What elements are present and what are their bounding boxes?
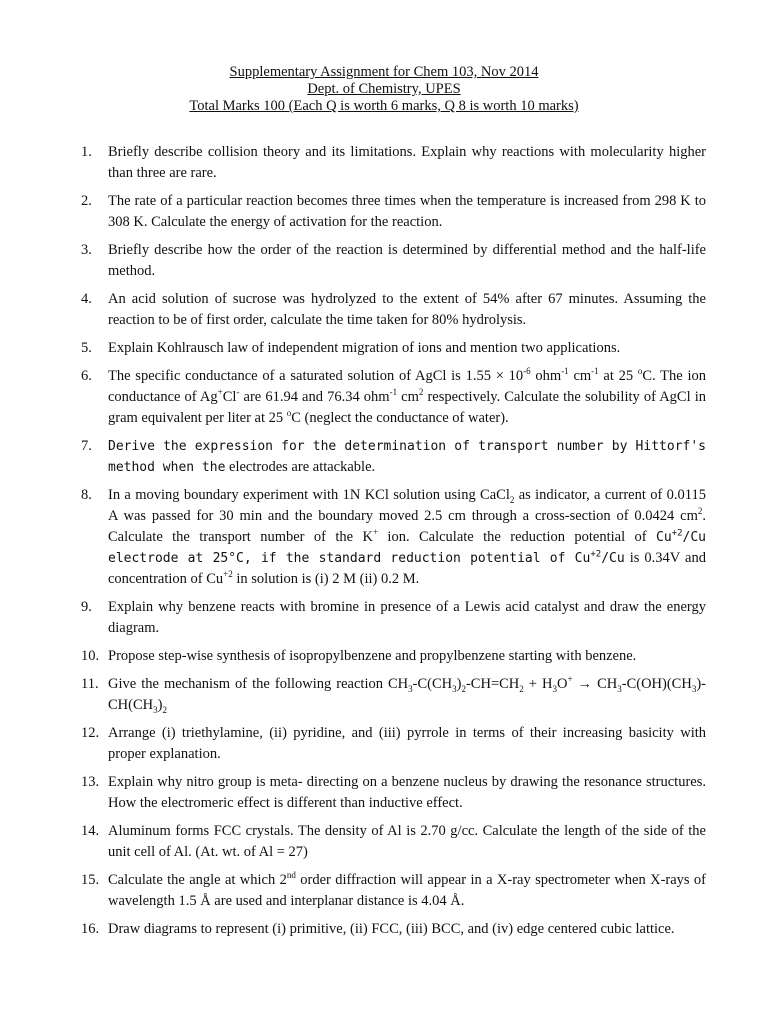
question-text: Give the mechanism of the following reaction $CH_3-C(CH_3)_2-CH=CH_2 + H_3O^+ \to CH_3-C(OH)(CH_3)-CH(CH_3)_2$ xyxy=(108,674,706,715)
marks-line: Total Marks 100 (Each Q is worth 6 marks, Q 8 is worth 10 marks) xyxy=(189,98,579,114)
question-text: Briefly describe collision theory and its limitations. Explain why reactions with molecularity higher than three are rare. xyxy=(108,144,706,181)
question-11 xyxy=(81,674,706,716)
document-header xyxy=(0,64,768,115)
question-text: Draw diagrams to represent (i) primitive, (ii) FCC, (iii) BCC, and (iv) edge centered cubic lattice. xyxy=(108,921,675,937)
question-text: Explain why benzene reacts with bromine in presence of a Lewis acid catalyst and draw the energy diagram. xyxy=(108,599,706,636)
question-text: Derive the expression for the determination of transport number by Hittorf's method when the electrodes are attackable. xyxy=(108,439,706,475)
question-number: 9. xyxy=(81,599,92,615)
question-14 xyxy=(81,821,706,863)
question-number: 10. xyxy=(81,648,100,664)
question-number: 12. xyxy=(81,725,100,741)
question-number: 7. xyxy=(81,438,92,454)
question-8 xyxy=(81,485,706,590)
question-10 xyxy=(81,646,706,667)
assignment-title: Supplementary Assignment for Chem 103, Nov 2014 xyxy=(229,64,539,80)
question-text: In a moving boundary experiment with 1N KCl solution using CaCl$_2$ as indicator, a current of 0.0115 A was passed for 30 min and the boundary moved 2.5 cm through a cross-section of 0.0424 $cm^2$. Calculate the transport number of the K+ ion. Calculate the reduction potential of $Cu^{+2}/Cu$ electrode at 25°C, if the standard reduction potential of $Cu^{+2}/Cu$ is 0.34V and concentration of $Cu^{+2}$ in solution is (i) 2 M (ii) 0.2 M. xyxy=(108,487,706,587)
question-number: 3. xyxy=(81,242,92,258)
department-line: Dept. of Chemistry, UPES xyxy=(307,81,461,97)
question-5 xyxy=(81,338,706,359)
question-16 xyxy=(81,919,706,940)
question-text: Calculate the angle at which 2nd order diffraction will appear in a X-ray spectrometer when X-rays of wavelength 1.5 Å are used and interplanar distance is 4.04 Å. xyxy=(108,870,707,909)
question-text: Briefly describe how the order of the reaction is determined by differential method and the half-life method. xyxy=(108,242,706,279)
question-7 xyxy=(81,436,706,478)
question-3 xyxy=(81,240,706,282)
question-15 xyxy=(81,870,706,912)
question-6 xyxy=(81,366,706,429)
question-text: The specific conductance of a saturated solution of AgCl is $1.55 \times 10^{-6}$ ohm$^{-1}$ $cm^{-1}$ at 25 $^o$C. The ion conductance of Ag+Cl- are 61.94 and 76.34 ohm$^{-1}$ $cm^2$ respectively. Calculate the solubility of AgCl in gram equivalent per liter at 25 $^o$C (neglect the conductance of water). xyxy=(108,366,707,426)
question-number: 8. xyxy=(81,487,92,503)
question-1 xyxy=(81,142,706,184)
question-text: Explain Kohlrausch law of independent migration of ions and mention two applications. xyxy=(108,340,621,356)
question-number: 15. xyxy=(81,872,100,888)
question-13 xyxy=(81,772,706,814)
question-number: 11. xyxy=(81,676,99,692)
question-text: The rate of a particular reaction becomes three times when the temperature is increased from 298 K to 308 K. Calculate the energy of activation for the reaction. xyxy=(108,193,706,230)
question-9 xyxy=(81,597,706,639)
question-4 xyxy=(81,289,706,331)
question-text: Explain why nitro group is meta- directing on a benzene nucleus by drawing the resonance structures. How the electromeric effect is different than inductive effect. xyxy=(108,774,706,811)
question-number: 6. xyxy=(81,368,92,384)
question-12 xyxy=(81,723,706,765)
question-number: 14. xyxy=(81,823,100,839)
question-number: 13. xyxy=(81,774,100,790)
question-number: 2. xyxy=(81,193,92,209)
question-2 xyxy=(81,191,706,233)
question-number: 1. xyxy=(81,144,92,160)
question-number: 4. xyxy=(81,291,92,307)
question-list xyxy=(81,142,706,947)
question-text: An acid solution of sucrose was hydrolyzed to the extent of 54% after 67 minutes. Assuming the reaction to be of first order, calculate the time taken for 80% hydrolysis. xyxy=(108,291,706,328)
question-number: 5. xyxy=(81,340,92,356)
question-text: Propose step-wise synthesis of isopropylbenzene and propylbenzene starting with benzene. xyxy=(108,648,637,664)
question-text: Aluminum forms FCC crystals. The density of Al is 2.70 g/cc. Calculate the length of the side of the unit cell of Al. (At. wt. of Al = 27) xyxy=(108,823,706,860)
question-number: 16. xyxy=(81,921,100,937)
question-text: Arrange (i) triethylamine, (ii) pyridine, and (iii) pyrrole in terms of their increasing basicity with proper explanation. xyxy=(108,725,706,762)
